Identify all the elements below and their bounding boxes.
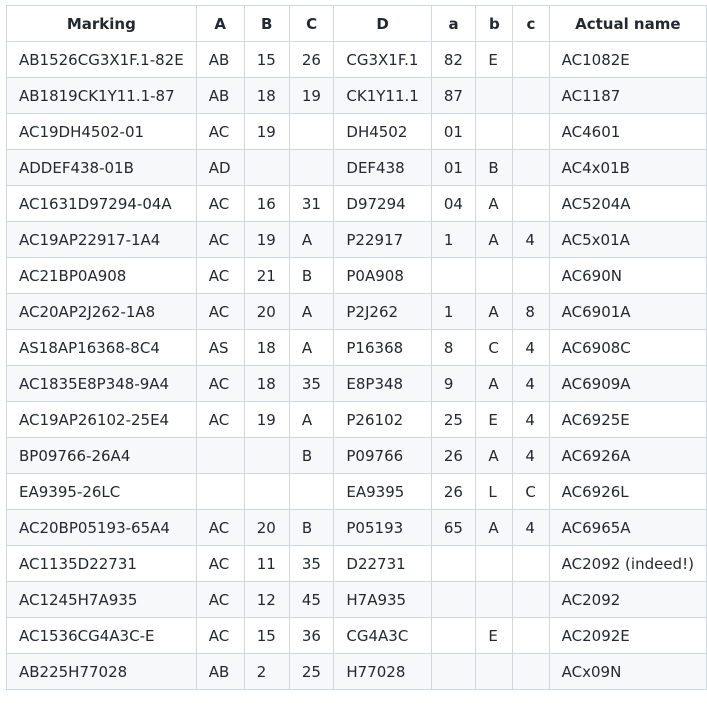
cell-c-upper: 26 — [289, 42, 334, 78]
cell-b-upper: 15 — [244, 42, 289, 78]
cell-b-lower — [476, 654, 513, 690]
table-row — [7, 618, 707, 654]
table-row — [7, 42, 707, 78]
cell-d-upper: E8P348 — [334, 366, 431, 402]
cell-a-lower — [431, 258, 476, 294]
cell-b-upper: 21 — [244, 258, 289, 294]
cell-b-upper — [244, 474, 289, 510]
cell-marking: ADDEF438-01B — [7, 150, 197, 186]
column-header-a-upper: A — [196, 6, 244, 42]
cell-b-lower — [476, 546, 513, 582]
cell-b-upper: 18 — [244, 330, 289, 366]
table-row — [7, 114, 707, 150]
cell-b-lower: E — [476, 42, 513, 78]
cell-a-upper: AC — [196, 186, 244, 222]
table-row — [7, 546, 707, 582]
cell-c-lower — [513, 150, 549, 186]
cell-marking: AC19AP26102-25E4 — [7, 402, 197, 438]
cell-b-lower — [476, 78, 513, 114]
cell-a-upper: AC — [196, 582, 244, 618]
cell-c-upper: A — [289, 222, 334, 258]
cell-a-lower: 1 — [431, 294, 476, 330]
table-row — [7, 78, 707, 114]
column-header-d-upper: D — [334, 6, 431, 42]
column-header-b-lower: b — [476, 6, 513, 42]
cell-c-upper: 45 — [289, 582, 334, 618]
cell-b-upper: 20 — [244, 294, 289, 330]
cell-c-lower — [513, 114, 549, 150]
cell-c-lower: 4 — [513, 438, 549, 474]
cell-b-lower: L — [476, 474, 513, 510]
cell-c-upper: 19 — [289, 78, 334, 114]
cell-b-lower: E — [476, 618, 513, 654]
cell-d-upper: P09766 — [334, 438, 431, 474]
cell-d-upper: EA9395 — [334, 474, 431, 510]
cell-b-lower: A — [476, 438, 513, 474]
cell-actual-name: AC1082E — [549, 42, 706, 78]
column-header-b-upper: B — [244, 6, 289, 42]
cell-c-upper: B — [289, 510, 334, 546]
cell-a-lower — [431, 618, 476, 654]
column-header-c-upper: C — [289, 6, 334, 42]
cell-d-upper: D97294 — [334, 186, 431, 222]
cell-marking: BP09766-26A4 — [7, 438, 197, 474]
cell-actual-name: AC4x01B — [549, 150, 706, 186]
cell-a-upper: AS — [196, 330, 244, 366]
cell-d-upper: DH4502 — [334, 114, 431, 150]
cell-b-lower — [476, 582, 513, 618]
cell-marking: AB1819CK1Y11.1-87 — [7, 78, 197, 114]
cell-d-upper: CG4A3C — [334, 618, 431, 654]
cell-actual-name: ACx09N — [549, 654, 706, 690]
cell-marking: AC21BP0A908 — [7, 258, 197, 294]
column-header-c-lower: c — [513, 6, 549, 42]
cell-c-lower — [513, 654, 549, 690]
cell-actual-name: AC2092 — [549, 582, 706, 618]
cell-a-lower: 87 — [431, 78, 476, 114]
cell-actual-name: AC6965A — [549, 510, 706, 546]
cell-c-upper: 36 — [289, 618, 334, 654]
cell-a-lower: 04 — [431, 186, 476, 222]
cell-b-upper: 19 — [244, 222, 289, 258]
cell-b-upper — [244, 438, 289, 474]
cell-b-upper: 15 — [244, 618, 289, 654]
cell-actual-name: AC5x01A — [549, 222, 706, 258]
cell-d-upper: CG3X1F.1 — [334, 42, 431, 78]
cell-d-upper: P22917 — [334, 222, 431, 258]
table-header — [7, 6, 707, 42]
cell-a-lower: 26 — [431, 474, 476, 510]
cell-marking: AC1631D97294-04A — [7, 186, 197, 222]
cell-c-upper: A — [289, 402, 334, 438]
cell-b-lower: A — [476, 294, 513, 330]
cell-d-upper: H77028 — [334, 654, 431, 690]
table-row — [7, 294, 707, 330]
cell-d-upper: P2J262 — [334, 294, 431, 330]
cell-c-lower — [513, 618, 549, 654]
cell-b-lower: A — [476, 366, 513, 402]
cell-actual-name: AC6926L — [549, 474, 706, 510]
cell-a-upper — [196, 474, 244, 510]
cell-a-lower: 01 — [431, 114, 476, 150]
cell-actual-name: AC6901A — [549, 294, 706, 330]
cell-c-lower: 4 — [513, 330, 549, 366]
cell-b-upper: 2 — [244, 654, 289, 690]
cell-c-lower — [513, 78, 549, 114]
cell-marking: AC19DH4502-01 — [7, 114, 197, 150]
cell-a-upper: AC — [196, 618, 244, 654]
cell-marking: AC1245H7A935 — [7, 582, 197, 618]
marking-table — [6, 5, 707, 690]
cell-b-upper: 18 — [244, 78, 289, 114]
cell-actual-name: AC1187 — [549, 78, 706, 114]
cell-b-lower — [476, 114, 513, 150]
cell-b-upper: 20 — [244, 510, 289, 546]
cell-marking: AC20AP2J262-1A8 — [7, 294, 197, 330]
cell-a-lower: 1 — [431, 222, 476, 258]
cell-b-lower — [476, 258, 513, 294]
cell-a-lower: 01 — [431, 150, 476, 186]
cell-a-lower: 82 — [431, 42, 476, 78]
cell-a-lower — [431, 582, 476, 618]
table-row — [7, 402, 707, 438]
cell-a-lower: 65 — [431, 510, 476, 546]
cell-a-upper — [196, 438, 244, 474]
cell-c-lower — [513, 582, 549, 618]
cell-actual-name: AC2092 (indeed!) — [549, 546, 706, 582]
cell-b-lower: E — [476, 402, 513, 438]
table-row — [7, 258, 707, 294]
cell-a-upper: AB — [196, 42, 244, 78]
cell-b-upper: 16 — [244, 186, 289, 222]
cell-c-upper — [289, 114, 334, 150]
cell-marking: AB225H77028 — [7, 654, 197, 690]
cell-a-upper: AC — [196, 222, 244, 258]
cell-a-upper: AC — [196, 402, 244, 438]
cell-actual-name: AC4601 — [549, 114, 706, 150]
cell-c-upper: B — [289, 258, 334, 294]
cell-c-lower: 4 — [513, 222, 549, 258]
cell-b-lower: A — [476, 222, 513, 258]
cell-b-upper — [244, 150, 289, 186]
column-header-marking: Marking — [7, 6, 197, 42]
cell-marking: EA9395-26LC — [7, 474, 197, 510]
cell-b-lower: A — [476, 510, 513, 546]
table-row — [7, 150, 707, 186]
cell-c-upper: 25 — [289, 654, 334, 690]
cell-a-lower — [431, 654, 476, 690]
cell-c-upper — [289, 474, 334, 510]
cell-c-upper: 31 — [289, 186, 334, 222]
cell-c-upper: B — [289, 438, 334, 474]
cell-marking: AC1536CG4A3C-E — [7, 618, 197, 654]
cell-b-upper: 19 — [244, 114, 289, 150]
cell-c-lower: 4 — [513, 510, 549, 546]
column-header-actual-name: Actual name — [549, 6, 706, 42]
cell-actual-name: AC6926A — [549, 438, 706, 474]
cell-a-upper: AC — [196, 258, 244, 294]
cell-b-lower: C — [476, 330, 513, 366]
cell-d-upper: DEF438 — [334, 150, 431, 186]
cell-a-upper: AB — [196, 654, 244, 690]
cell-marking: AB1526CG3X1F.1-82E — [7, 42, 197, 78]
table-row — [7, 438, 707, 474]
cell-c-lower: 4 — [513, 402, 549, 438]
cell-b-upper: 12 — [244, 582, 289, 618]
cell-a-upper: AB — [196, 78, 244, 114]
table-row — [7, 654, 707, 690]
cell-a-upper: AC — [196, 510, 244, 546]
cell-actual-name: AC6925E — [549, 402, 706, 438]
cell-marking: AC1835E8P348-9A4 — [7, 366, 197, 402]
cell-a-lower: 25 — [431, 402, 476, 438]
cell-b-lower: A — [476, 186, 513, 222]
cell-a-upper: AC — [196, 114, 244, 150]
table-row — [7, 330, 707, 366]
cell-c-upper: A — [289, 294, 334, 330]
cell-c-upper: 35 — [289, 366, 334, 402]
cell-a-upper: AD — [196, 150, 244, 186]
cell-d-upper: CK1Y11.1 — [334, 78, 431, 114]
table-row — [7, 366, 707, 402]
cell-d-upper: D22731 — [334, 546, 431, 582]
cell-b-upper: 19 — [244, 402, 289, 438]
cell-c-lower — [513, 258, 549, 294]
table-body — [7, 42, 707, 690]
cell-c-lower: 4 — [513, 366, 549, 402]
cell-actual-name: AC690N — [549, 258, 706, 294]
table-row — [7, 222, 707, 258]
header-row — [7, 6, 707, 42]
cell-c-lower — [513, 186, 549, 222]
cell-actual-name: AC6909A — [549, 366, 706, 402]
cell-marking: AS18AP16368-8C4 — [7, 330, 197, 366]
cell-c-lower — [513, 42, 549, 78]
cell-a-upper: AC — [196, 546, 244, 582]
cell-actual-name: AC6908C — [549, 330, 706, 366]
cell-marking: AC1135D22731 — [7, 546, 197, 582]
cell-d-upper: P05193 — [334, 510, 431, 546]
cell-c-lower — [513, 546, 549, 582]
cell-c-upper: 35 — [289, 546, 334, 582]
cell-a-upper: AC — [196, 366, 244, 402]
cell-c-lower: 8 — [513, 294, 549, 330]
cell-a-lower: 9 — [431, 366, 476, 402]
cell-c-lower: C — [513, 474, 549, 510]
cell-a-lower — [431, 546, 476, 582]
cell-actual-name: AC5204A — [549, 186, 706, 222]
cell-actual-name: AC2092E — [549, 618, 706, 654]
cell-marking: AC19AP22917-1A4 — [7, 222, 197, 258]
cell-d-upper: P0A908 — [334, 258, 431, 294]
column-header-a-lower: a — [431, 6, 476, 42]
cell-a-lower: 8 — [431, 330, 476, 366]
cell-marking: AC20BP05193-65A4 — [7, 510, 197, 546]
table-row — [7, 510, 707, 546]
table-row — [7, 582, 707, 618]
cell-d-upper: H7A935 — [334, 582, 431, 618]
table-row — [7, 186, 707, 222]
cell-d-upper: P16368 — [334, 330, 431, 366]
cell-d-upper: P26102 — [334, 402, 431, 438]
cell-b-upper: 18 — [244, 366, 289, 402]
cell-b-lower: B — [476, 150, 513, 186]
cell-a-upper: AC — [196, 294, 244, 330]
cell-a-lower: 26 — [431, 438, 476, 474]
table-row — [7, 474, 707, 510]
cell-c-upper — [289, 150, 334, 186]
cell-b-upper: 11 — [244, 546, 289, 582]
cell-c-upper: A — [289, 330, 334, 366]
